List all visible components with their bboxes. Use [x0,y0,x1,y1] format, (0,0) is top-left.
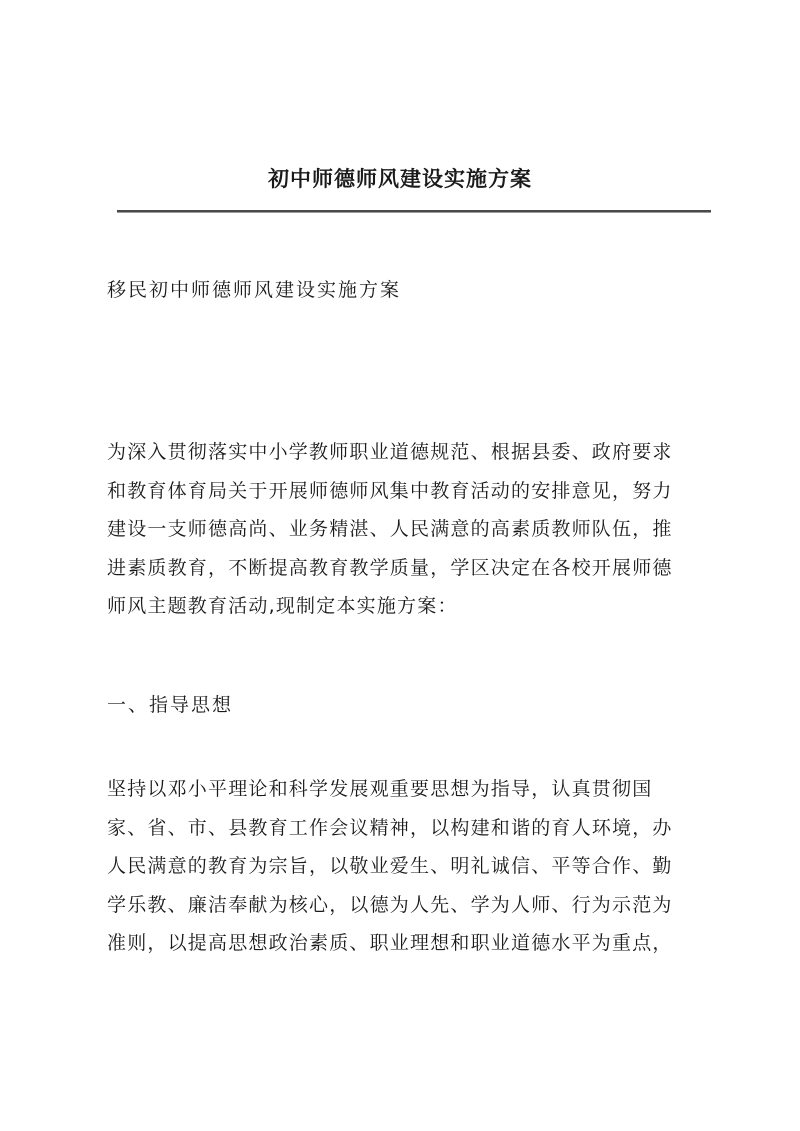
paragraph-line: 准则，以提高思想政治素质、职业理想和职业道德水平为重点， [107,932,673,955]
paragraph-line: 师风主题教育活动,现制定本实施方案： [107,595,458,618]
paragraph-line: 和教育体育局关于开展师德师风集中教育活动的安排意见，努力 [107,479,673,502]
document-title: 初中师德师风建设实施方案 [268,166,532,191]
paragraph-line: 为深入贯彻落实中小学教师职业道德规范、根据县委、政府要求 [107,441,673,463]
intro-paragraph [107,433,711,626]
title-divider [117,210,711,213]
paragraph-line: 家、省、市、县教育工作会议精神，以构建和谐的育人环境，办 [107,816,673,839]
paragraph-line: 人民满意的教育为宗旨，以敬业爱生、明礼诚信、平等合作、勤 [107,855,673,878]
paragraph-line: 学乐教、廉洁奉献为核心，以德为人先、学为人师、行为示范为 [107,893,673,916]
document-subtitle: 移民初中师德师风建设实施方案 [107,279,402,301]
paragraph-line: 进素质教育，不断提高教育教学质量，学区决定在各校开展师德 [107,556,673,579]
paragraph-line: 建设一支师德高尚、业务精湛、人民满意的高素质教师队伍，推 [107,518,673,541]
paragraph-line: 坚持以邓小平理论和科学发展观重要思想为指导，认真贯彻国 [107,778,653,800]
guiding-ideology-paragraph [107,770,711,963]
section-heading-guiding-ideology: 一、指导思想 [107,694,234,716]
